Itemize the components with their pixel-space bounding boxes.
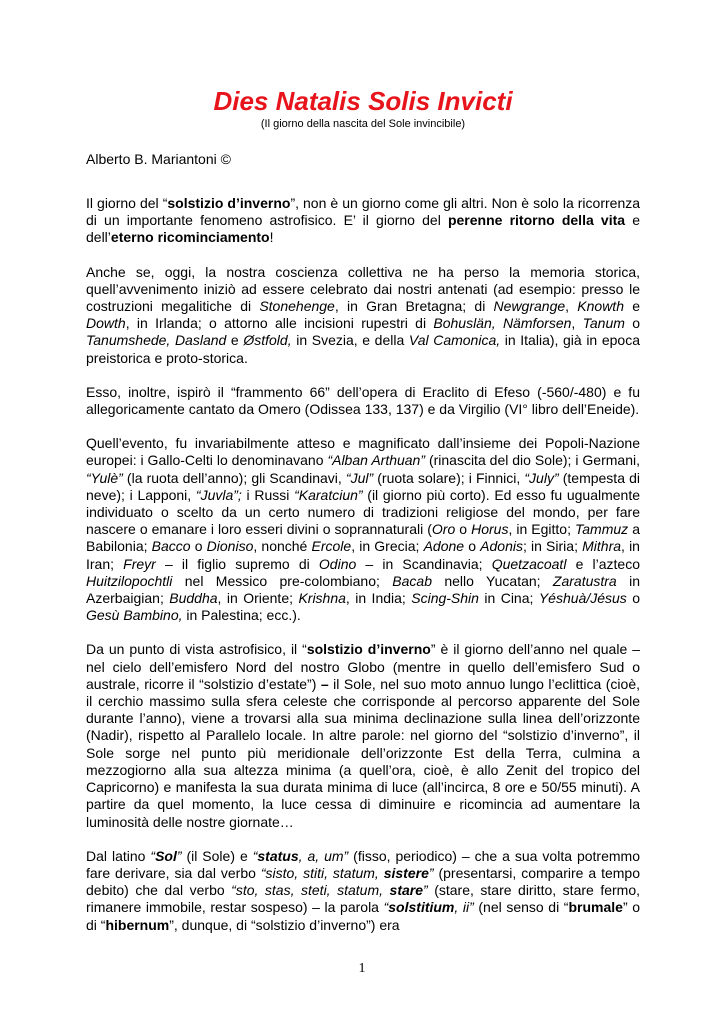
text-run: (rinascita del dio Sole); i Germani, — [425, 452, 640, 469]
text-run: (il Sole) e — [181, 847, 253, 864]
text-run: Tammuz — [575, 521, 629, 538]
text-run: Dal latino — [86, 847, 151, 864]
text-run: , nonché — [253, 538, 312, 555]
text-run: (tempesta di neve); i Lapponi, — [86, 469, 640, 503]
author-line: Alberto B. Mariantoni © — [86, 151, 231, 167]
paragraph-megalithic-sites — [86, 264, 640, 367]
text-run: “ — [252, 847, 258, 864]
text-run: il Sole, nel suo moto annuo lungo l’eclittica (cioè, il cerchio massimo sulla sfera celeste che corrisponde al percorso apparente del Sole durante l’anno), viene a trovarsi alla sua minima declinazione sulla linea dell’orizzonte (Nadir), rispetto al Parallelo locale. In altre parole: nel giorno del “solstizio d’inverno”, il Sole sorge nel punto più meridionale dell’orizzonte Est della Terra, culmina a mezzogiorno alla sua altezza minima (a quell’ora, cioè, è allo Zenit del tropico del Capricorno) e manifesta la sua durata minima di luce (all’incirca, 8 ore e 50/55 minuti). A partire da quel momento, la luce cessa di diminuire e ricomincia ad aumentare la luminosità delle nostre giornate… — [86, 675, 640, 830]
text-run: Quell’evento, fu invariabilmente atteso e magnificato dall’insieme dei Popoli-Nazione europei: i Gallo-Celti lo denominavano — [86, 435, 640, 469]
text-run: “Alban Arthuan” — [327, 452, 426, 469]
text-run: – — [320, 675, 329, 692]
text-run: Dowth — [86, 315, 126, 332]
text-run: in Svezia, e della — [291, 332, 409, 349]
text-run: nello Yucatan; — [431, 572, 553, 589]
text-run: status — [257, 847, 299, 864]
text-run: stare — [389, 882, 423, 899]
text-run: Yéshuà/Jésus — [538, 590, 627, 607]
text-run: Odino — [318, 555, 357, 572]
page-title: Dies Natalis Solis Invicti — [213, 86, 513, 116]
text-run: in Italia), già in epoca preistorica e proto-storica. — [86, 332, 640, 366]
page-number: 1 — [358, 961, 366, 976]
text-run: Val Camonica, — [408, 332, 501, 349]
paragraph-latin-etymology — [86, 848, 640, 934]
text-run: Scing-Shin — [411, 590, 479, 607]
text-run: solstizio d’inverno — [167, 195, 291, 211]
text-run: , in Egitto; — [508, 521, 575, 538]
text-run: , in Iran; — [86, 538, 640, 572]
text-run: , ii” — [454, 899, 474, 916]
text-run: Quetzacoatl — [491, 555, 567, 572]
text-run: Anche se, oggi, la nostra coscienza collettiva ne ha perso la memoria storica, quell’avvenimento iniziò ad essere celebrato dai nostri antenati (ad esempio: presso le costruzioni megalitiche di — [86, 263, 640, 315]
text-run: Horus — [471, 521, 509, 538]
text-run: Adone — [423, 538, 465, 555]
text-run: perenne ritorno della vita — [447, 212, 626, 229]
text-run: (nel senso di “ — [473, 899, 569, 916]
text-run: “Yulè” — [86, 469, 123, 486]
text-run: ! — [269, 229, 274, 246]
text-run: Il giorno del “ — [86, 195, 168, 211]
text-run: , in India; — [345, 590, 412, 607]
page-subtitle: (Il giorno della nascita del Sole invincibile) — [260, 118, 466, 130]
text-run: “July” — [524, 469, 559, 486]
text-run: (stare, stare diritto, stare fermo, rimanere immobile, restar sospeso) – la parola — [86, 882, 641, 916]
text-run: , a, um” — [298, 847, 349, 864]
text-run: ”, dunque, di “solstizio d’inverno”) era — [169, 916, 400, 933]
text-run: , — [565, 298, 578, 315]
text-run: , in Grecia; — [351, 538, 424, 555]
text-run: Huitzilopochtli — [86, 572, 173, 589]
paragraph-european-peoples — [86, 435, 640, 624]
text-run: ” o di “ — [86, 899, 640, 933]
text-run: ” — [176, 847, 182, 864]
text-run: “Jul” — [345, 469, 374, 486]
text-run: o — [464, 538, 481, 555]
text-run: Gesù Bambino, — [86, 607, 183, 624]
text-run: Zaratustra — [552, 572, 617, 589]
text-run: Bohuslän, Nämforsen — [433, 315, 572, 332]
text-run: solstitium — [388, 899, 455, 916]
text-run: Buddha — [169, 590, 218, 607]
text-run: “sto, stas, steti, statum, — [231, 882, 390, 899]
text-run: in Palestina; ecc.). — [182, 607, 301, 624]
text-run: Ercole — [311, 538, 352, 555]
text-run: “sisto, stiti, statum, — [260, 864, 384, 881]
text-run: Knowth — [577, 298, 624, 315]
text-run: in Azerbaigian; — [86, 572, 641, 607]
text-run: solstizio d’inverno — [306, 641, 431, 658]
text-run: a Babilonia; — [86, 521, 640, 555]
text-run: (il giorno più corto). Ed esso fu ugualmente individuato o scelto da un certo numero di tradizioni religiose del mondo, per fare nascere o emanare i loro esseri divini o soprannaturali ( — [86, 486, 641, 538]
text-run: , in Gran Bretagna; di — [334, 298, 494, 315]
text-run: e — [226, 332, 244, 349]
paragraph-astrophysics — [86, 641, 640, 830]
text-run: ”, non è un giorno come gli altri. Non è solo la ricorrenza di un importante fenomeno astrofisico. E’ il giorno del — [86, 195, 641, 229]
text-run: o — [455, 521, 472, 538]
document-page — [86, 86, 640, 934]
text-run: , in Irlanda; o attorno alle incisioni rupestri di — [125, 315, 434, 332]
text-run: i Russi — [241, 486, 295, 503]
text-run: (fisso, periodico) – che a sua volta potremmo fare derivare, sia dal verbo — [86, 847, 640, 881]
text-run: “ — [150, 847, 156, 864]
paragraph-winter-solstice-intro — [86, 195, 640, 247]
text-run: – il figlio supremo di — [155, 555, 319, 572]
text-run: e dell’ — [86, 212, 640, 246]
text-run: Krishna — [298, 590, 346, 607]
text-run: ” — [428, 864, 434, 881]
text-run: e l’azteco — [566, 555, 640, 572]
text-run: nel Messico pre-colombiano; — [172, 572, 393, 589]
text-run: , in Oriente; — [217, 590, 299, 607]
text-run: (ruota solare); i Finnici, — [373, 469, 525, 486]
text-run: Freyr — [123, 555, 156, 572]
text-run: (presentarsi, comparire a tempo debito) che dal verbo — [86, 864, 640, 899]
text-run: Stonehenge — [259, 298, 335, 315]
text-run: Bacco — [151, 538, 191, 555]
text-run: “ — [383, 899, 389, 916]
text-run: Mithra — [582, 538, 622, 555]
text-run: sistere — [383, 864, 429, 881]
text-run: Bacab — [392, 572, 432, 589]
text-run: ; in Siria; — [522, 538, 583, 555]
text-run: Newgrange — [493, 298, 566, 315]
text-run: Tanum — [582, 315, 625, 332]
text-run: “Juvla”; — [195, 486, 242, 503]
text-run: Adonis — [480, 538, 523, 555]
text-run: Oro — [431, 521, 456, 538]
paragraph-heraclitus-homer-virgil — [86, 384, 640, 418]
text-run: Tanumshede, Dasland — [86, 332, 227, 349]
text-run: o — [624, 315, 640, 332]
text-run: – in Scandinavia; — [356, 555, 492, 572]
text-run: Dioniso — [206, 538, 254, 555]
text-run: ” è il giorno dell’anno nel quale – nel cielo dell’emisfero Nord del nostro Globo (mentre in quello dell’emisfero Sud o australe, ricorre il “solstizio d’estate”) — [86, 641, 640, 692]
text-run: o — [626, 590, 641, 607]
text-run: hibernum — [105, 916, 170, 933]
text-run: “Karatciun” — [294, 486, 363, 503]
text-run: Da un punto di vista astrofisico, il “ — [86, 641, 307, 658]
text-run: (la ruota dell’anno); gli Scandinavi, — [122, 469, 346, 486]
text-run: o — [190, 538, 207, 555]
text-run: Østfold, — [243, 332, 292, 349]
text-run: eterno ricominciamento — [110, 229, 270, 246]
text-run: Esso, inoltre, ispirò il “frammento 66” dell’opera di Eraclito di Efeso (-560/-480) e fu allegoricamente cantato da Omero (Odissea 133, 137) e da Virgilio (VI° libro dell’Eneide). — [86, 383, 640, 418]
text-run: Sol — [155, 847, 177, 864]
text-run: , — [571, 315, 583, 332]
text-run: brumale — [568, 899, 623, 916]
text-run: in Cina; — [478, 590, 539, 607]
text-run: ” — [423, 882, 428, 899]
text-run: e — [623, 298, 641, 315]
